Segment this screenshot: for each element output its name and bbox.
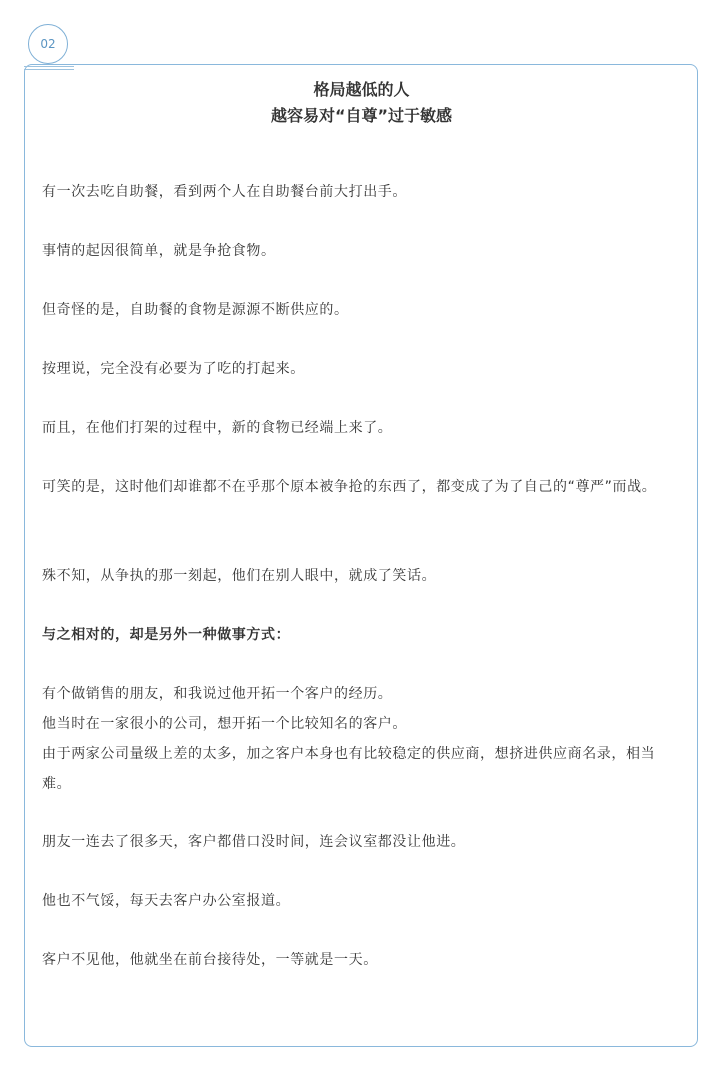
paragraph: 他当时在一家很小的公司，想开拓一个比较知名的客户。 [42,716,407,732]
badge-underline [24,66,74,67]
paragraph: 但奇怪的是，自助餐的食物是源源不断供应的。 [42,302,349,318]
article-title-line-1: 格局越低的人 [313,80,410,99]
paragraph: 按理说，完全没有必要为了吃的打起来。 [42,361,305,377]
badge-underline [24,69,74,70]
paragraph: 由于两家公司量级上差的太多，加之客户本身也有比较稳定的供应商，想挤进供应商名录，相当难。 [42,746,656,792]
paragraph: 有个做销售的朋友，和我说过他开拓一个客户的经历。 [42,686,393,702]
paragraph: 事情的起因很简单，就是争抢食物。 [42,243,276,259]
paragraph: 而且，在他们打架的过程中，新的食物已经端上来了。 [42,420,393,436]
section-number-badge [28,24,68,64]
article-title-line-2: 越容易对“自尊”过于敏感 [270,106,453,125]
section-number: 02 [40,37,56,51]
paragraph: 殊不知，从争执的那一刻起，他们在别人眼中，就成了笑话。 [42,568,437,584]
paragraph: 他也不气馁，每天去客户办公室报道。 [42,893,291,909]
paragraph: 可笑的是，这时他们却谁都不在乎那个原本被争抢的东西了，都变成了为了自己的“尊严”而战。 [42,479,657,495]
paragraph: 有一次去吃自助餐，看到两个人在自助餐台前大打出手。 [42,184,407,200]
paragraph: 朋友一连去了很多天，客户都借口没时间，连会议室都没让他进。 [42,834,466,850]
paragraph: 客户不见他，他就坐在前台接待处，一等就是一天。 [42,952,378,968]
emphasis-paragraph: 与之相对的，却是另外一种做事方式： [42,627,291,643]
